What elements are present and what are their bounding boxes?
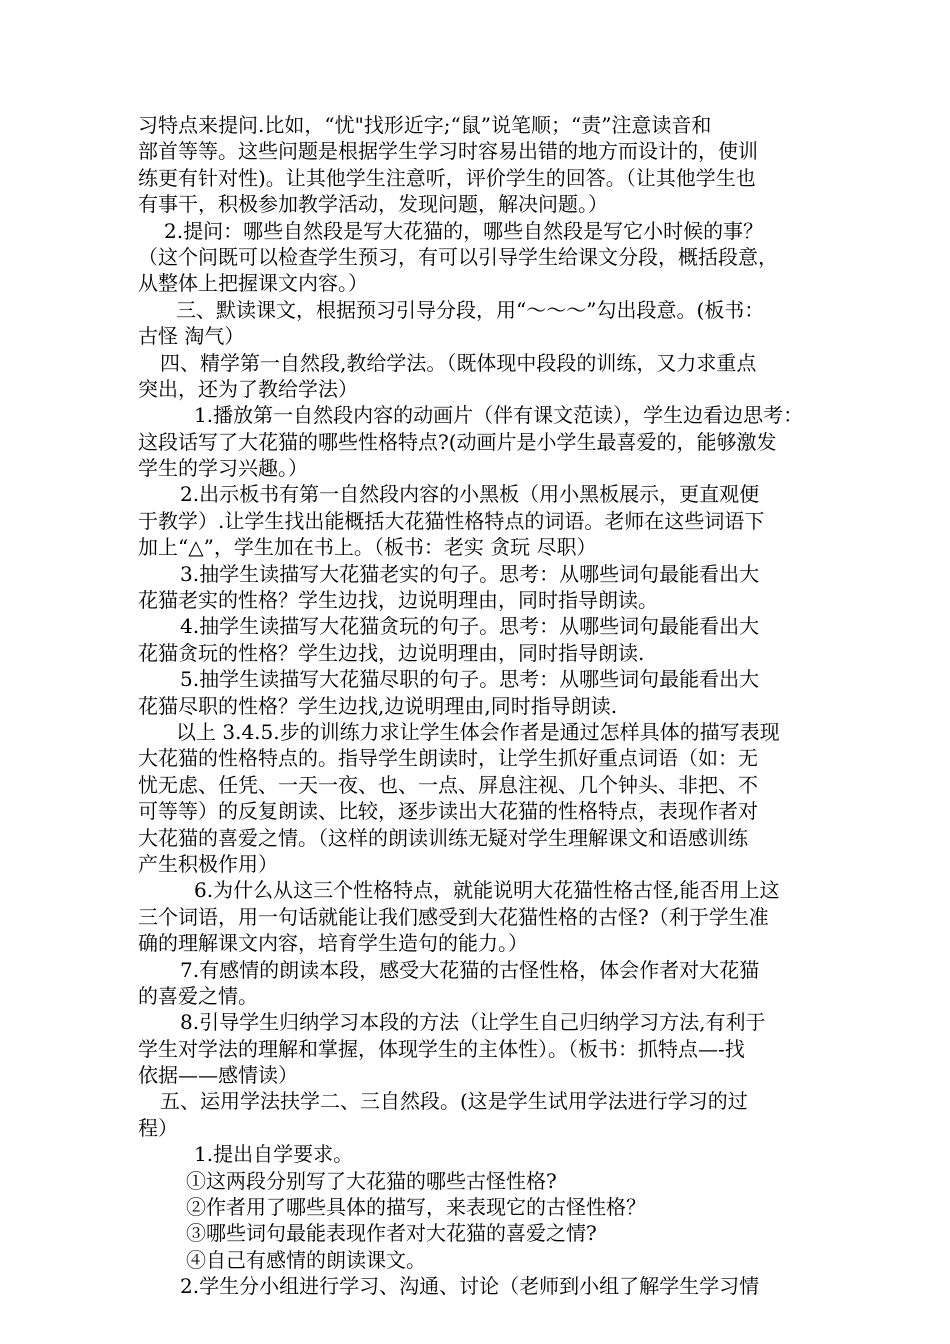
text-line: 习特点来提问.比如，“忧"找形近字;“鼠”说笔顺；“责”注意读音和 <box>138 113 712 137</box>
text-line: 从整体上把握课文内容。） <box>138 271 368 296</box>
text-line: 这段话写了大花猫的哪些性格特点?(动画片是小学生最喜爱的，能够激发 <box>138 429 777 454</box>
text-line: ③哪些词句最能表现作者对大花猫的喜爱之情? <box>186 1221 597 1246</box>
text-line: 突出，还为了教给学法） <box>138 376 358 401</box>
text-line: 5.抽学生读描写大花猫尽职的句子。思考：从哪些词句最能看出大 <box>180 667 760 692</box>
text-line: ①这两段分别写了大花猫的哪些古怪性格? <box>186 1168 557 1193</box>
document-body <box>138 112 850 1300</box>
text-line: 花猫老实的性格？学生边找，边说明理由，同时指导朗读。 <box>138 588 658 613</box>
text-line: 确的理解课文内容，培育学生造句的能力。） <box>138 931 528 956</box>
text-line: ②作者用了哪些具体的描写，来表现它的古怪性格？ <box>186 1195 646 1220</box>
text-line: 三个词语，用一句话就能让我们感受到大花猫性格的古怪?（利于学生准 <box>138 904 769 929</box>
text-line: 四、精学第一自然段,教给学法。（既体现中段段的训练，又力求重点 <box>160 350 757 375</box>
text-line: 古怪 淘气） <box>138 324 245 349</box>
text-line: 于教学）.让学生找出能概括大花猫性格特点的词语。老师在这些词语下 <box>138 508 765 533</box>
text-line: 程） <box>138 1115 178 1140</box>
text-line: 7.有感情的朗读本段，感受大花猫的古怪性格，体会作者对大花猫 <box>180 957 760 982</box>
text-line: 依据——感情读） <box>138 1063 298 1088</box>
text-line: 2.学生分小组进行学习、沟通、讨论（老师到小组了解学生学习情 <box>180 1274 760 1299</box>
text-line: 加上“△”，学生加在书上。（板书：老实 贪玩 尽职） <box>138 535 597 560</box>
text-line: 三、默读课文，根据预习引导分段，用“～～～”勾出段意。(板书： <box>176 297 765 322</box>
text-line: 大花猫的性格特点的。指导学生朗读时，让学生抓好重点词语（如：无 <box>138 746 758 771</box>
text-line: 花猫贪玩的性格？学生边找，边说明理由，同时指导朗读. <box>138 640 645 665</box>
text-line: 大花猫的喜爱之情。（这样的朗读训练无疑对学生理解课文和语感训练 <box>138 825 748 850</box>
text-line: 学生对学法的理解和掌握，体现学生的主体性）。（板书：抓特点—-找 <box>138 1036 745 1061</box>
text-line: 产生积极作用） <box>138 851 278 876</box>
text-line: 花猫尽职的性格？学生边找,边说明理由,同时指导朗读. <box>138 693 618 718</box>
text-line: 以上 3.4.5.步的训练力求让学生体会作者是通过怎样具体的描写表现 <box>176 719 780 744</box>
text-line: 的喜爱之情。 <box>138 983 258 1008</box>
text-line: 学生的学习兴趣。） <box>138 456 308 481</box>
text-line: 6.为什么从这三个性格特点，就能说明大花猫性格古怪,能否用上这 <box>194 878 780 903</box>
text-line: 3.抽学生读描写大花猫老实的句子。思考：从哪些词句最能看出大 <box>180 561 760 586</box>
text-line: 有事干，积极参加教学活动，发现问题，解决问题。） <box>138 192 608 217</box>
text-line: 1.播放第一自然段内容的动画片（伴有课文范读），学生边看边思考： <box>194 403 804 428</box>
text-line: （这个问既可以检查学生预习，有可以引导学生给课文分段，概括段意， <box>138 244 778 269</box>
text-line: ④自己有感情的朗读课文。 <box>186 1247 426 1272</box>
text-line: 2.提问：哪些自然段是写大花猫的，哪些自然段是写它小时候的事？ <box>164 218 764 243</box>
text-line: 1.提出自学要求。 <box>194 1142 354 1167</box>
text-line: 可等等）的反复朗读、比较，逐步读出大花猫的性格特点，表现作者对 <box>138 799 758 824</box>
text-line: 8.引导学生归纳学习本段的方法（让学生自己归纳学习方法,有利于 <box>180 1010 766 1035</box>
text-line: 2.出示板书有第一自然段内容的小黑板（用小黑板展示，更直观便 <box>180 482 760 507</box>
text-line: 练更有针对性)。让其他学生注意听，评价学生的回答。（让其他学生也 <box>138 165 756 190</box>
text-line: 五、运用学法扶学二、三自然段。(这是学生试用学法进行学习的过 <box>160 1089 748 1114</box>
text-line: 4.抽学生读描写大花猫贪玩的句子。思考：从哪些词句最能看出大 <box>180 614 760 639</box>
text-line: 忧无虑、任凭、一天一夜、也、一点、屏息注视、几个钟头、非把、不 <box>138 772 758 797</box>
text-line: 部首等等。这些问题是根据学生学习时容易出错的地方而设计的，使训 <box>138 139 758 164</box>
